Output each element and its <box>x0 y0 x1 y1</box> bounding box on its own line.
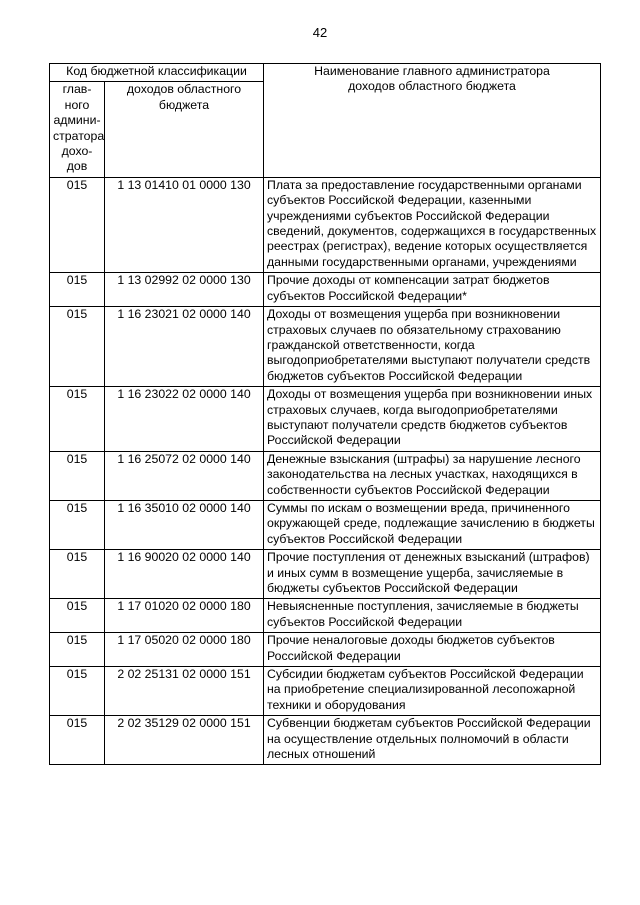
income-code-cell: 1 17 01020 02 0000 180 <box>105 599 264 633</box>
income-name-cell: Прочие поступления от денежных взысканий (штрафов) и иных сумм в возмещение ущерба, зачисляемые в бюджеты субъектов Российской Федерации <box>264 550 601 599</box>
admin-code-cell: 015 <box>50 387 105 452</box>
table-row <box>50 550 601 599</box>
admin-code-cell: 015 <box>50 633 105 667</box>
administrator-name-header-line: доходов областного бюджета <box>348 79 516 94</box>
table-row <box>50 599 601 633</box>
admin-code-cell: 015 <box>50 273 105 307</box>
income-name-cell: Субвенции бюджетам субъектов Российской Федерации на осуществление отдельных полномочий в области лесных отношений <box>264 716 601 765</box>
income-name-cell: Прочие неналоговые доходы бюджетов субъектов Российской Федерации <box>264 633 601 667</box>
administrator-name-header <box>264 64 601 178</box>
income-name-cell: Прочие доходы от компенсации затрат бюджетов субъектов Российской Федерации* <box>264 273 601 307</box>
table-row <box>50 500 601 549</box>
income-code-cell: 1 16 35010 02 0000 140 <box>105 500 264 549</box>
table-header-row-1 <box>50 64 601 82</box>
admin-code-cell: 015 <box>50 307 105 387</box>
income-code-cell: 2 02 25131 02 0000 151 <box>105 667 264 716</box>
administrator-name-header-line: Наименование главного администратора <box>314 64 550 78</box>
table-row <box>50 633 601 667</box>
income-code-cell: 2 02 35129 02 0000 151 <box>105 716 264 765</box>
admin-code-cell: 015 <box>50 716 105 765</box>
admin-code-cell: 015 <box>50 451 105 500</box>
admin-code-cell: 015 <box>50 667 105 716</box>
admin-code-cell: 015 <box>50 599 105 633</box>
income-code-cell: 1 17 05020 02 0000 180 <box>105 633 264 667</box>
chief-administrator-header-line: админи- <box>53 113 101 128</box>
chief-administrator-header-line: ного <box>64 97 90 112</box>
income-name-cell: Доходы от возмещения ущерба при возникновении иных страховых случаев, когда выгодоприобретателями выступают получатели средств бюджетов субъектов Российской Федерации <box>264 387 601 452</box>
admin-code-cell: 015 <box>50 177 105 272</box>
budget-classification-table <box>49 63 601 765</box>
table-row <box>50 667 601 716</box>
chief-administrator-header-line: глав- <box>62 82 92 97</box>
income-name-cell: Доходы от возмещения ущерба при возникновении страховых случаев по обязательному страхованию гражданской ответственности, когда выгодоприобретателями выступают получатели средств бюджетов субъектов Российской Федерации <box>264 307 601 387</box>
chief-administrator-header-line: дохо- <box>61 144 93 159</box>
income-code-cell: 1 13 01410 01 0000 130 <box>105 177 264 272</box>
table-row <box>50 716 601 765</box>
regional-income-code-header-line: бюджета <box>158 97 210 112</box>
income-name-cell: Плата за предоставление государственными органами субъектов Российской Федерации, казенными учреждениями субъектов Российской Федерации сведений, документов, содержащихся в государственных реестрах (регистрах), ведение которых осуществляется данными государственными органами, учреждениями <box>264 177 601 272</box>
budget-classification-code-header: Код бюджетной классификации <box>50 64 264 82</box>
table-row <box>50 307 601 387</box>
table-row <box>50 387 601 452</box>
table-row <box>50 177 601 272</box>
income-code-cell: 1 16 23022 02 0000 140 <box>105 387 264 452</box>
income-name-cell: Денежные взыскания (штрафы) за нарушение лесного законодательства на лесных участках, находящихся в собственности субъектов Российской Федерации <box>264 451 601 500</box>
income-name-cell: Невыясненные поступления, зачисляемые в бюджеты субъектов Российской Федерации <box>264 599 601 633</box>
chief-administrator-header <box>50 82 105 177</box>
chief-administrator-header-line: стратора <box>53 128 105 143</box>
admin-code-cell: 015 <box>50 500 105 549</box>
regional-income-code-header-line: доходов областного <box>126 82 242 97</box>
income-code-cell: 1 13 02992 02 0000 130 <box>105 273 264 307</box>
regional-income-code-header <box>105 82 264 177</box>
admin-code-cell: 015 <box>50 550 105 599</box>
income-name-cell: Субсидии бюджетам субъектов Российской Федерации на приобретение специализированной лесопожарной техники и оборудования <box>264 667 601 716</box>
table-row <box>50 273 601 307</box>
income-code-cell: 1 16 25072 02 0000 140 <box>105 451 264 500</box>
income-code-cell: 1 16 23021 02 0000 140 <box>105 307 264 387</box>
income-code-cell: 1 16 90020 02 0000 140 <box>105 550 264 599</box>
chief-administrator-header-line: дов <box>66 159 88 174</box>
table-row <box>50 451 601 500</box>
income-name-cell: Суммы по искам о возмещении вреда, причиненного окружающей среде, подлежащие зачислению в бюджеты субъектов Российской Федерации <box>264 500 601 549</box>
page-number: 42 <box>312 25 328 40</box>
